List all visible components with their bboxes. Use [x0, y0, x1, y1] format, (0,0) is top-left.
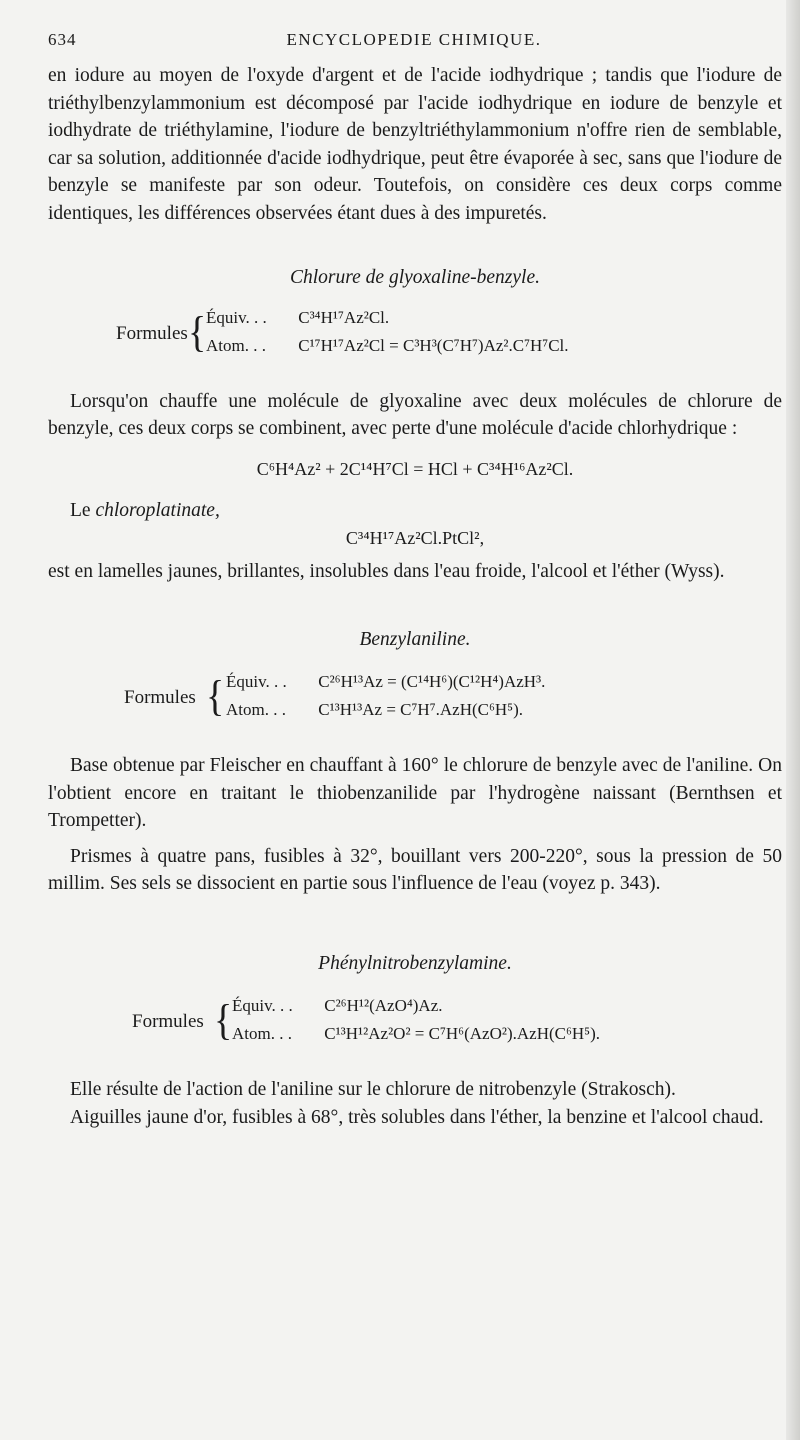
formula-equiv-row [226, 672, 545, 692]
formules-label: Formules [124, 686, 196, 708]
equiv-formula: C²⁶H¹³Az = (C¹⁴H⁶)(C¹²H⁴)AzH³. [318, 671, 546, 691]
atom-formula: C¹⁷H¹⁷Az²Cl = C³H³(C⁷H⁷)Az².C⁷H⁷Cl. [298, 335, 569, 355]
chloroplatinate-prefix: Le [70, 499, 96, 521]
paragraph-phenylnitrobenzylamine-origin: Elle résulte de l'action de l'aniline sur le chlorure de nitrobenzyle (Strakosch). [70, 1078, 676, 1100]
atom-label: Atom. . . [226, 699, 286, 719]
formula-atom-row [206, 336, 569, 356]
paragraph-benzylaniline-preparation: Base obtenue par Fleischer en chauffant à 160° le chlorure de benzyle avec de l'aniline. On l'obtient encore en traitant le thiobenzanilide par l'hydrogène naissant (Bernthsen et Trompetter). [48, 754, 782, 832]
formula-block-phenylnitrobenzylamine [48, 994, 782, 1052]
chloroplatinate-formula: C³⁴H¹⁷Az²Cl.PtCl², [345, 528, 485, 549]
left-brace: { [214, 995, 233, 1045]
equiv-label: Équiv. . . [232, 995, 293, 1015]
equiv-formula: C³⁴H¹⁷Az²Cl. [298, 307, 390, 327]
equiv-label: Équiv. . . [226, 671, 287, 691]
reaction-equation: C⁶H⁴Az² + 2C¹⁴H⁷Cl = HCl + C³⁴H¹⁶Az²Cl. [256, 458, 574, 479]
page-gutter-shadow [786, 0, 800, 1440]
atom-label: Atom. . . [206, 335, 266, 355]
atom-label: Atom. . . [232, 1023, 292, 1043]
formula-atom-row [232, 1024, 600, 1044]
atom-formula: C¹³H¹³Az = C⁷H⁷.AzH(C⁶H⁵). [318, 699, 524, 719]
formula-block-glyoxaline [48, 306, 782, 364]
left-brace: { [206, 671, 225, 721]
paragraph-chloroplatinate-properties: est en lamelles jaunes, brillantes, insolubles dans l'eau froide, l'alcool et l'éther (Wyss). [48, 561, 725, 583]
running-header [48, 30, 780, 56]
left-brace: { [188, 307, 207, 356]
equiv-formula: C²⁶H¹²(AzO⁴)Az. [324, 995, 443, 1015]
formules-label: Formules [132, 1010, 204, 1032]
formules-label: Formules [116, 322, 188, 344]
paragraph-phenylnitrobenzylamine-properties: Aiguilles jaune d'or, fusibles à 68°, très solubles dans l'éther, la benzine et l'alcool chaud. [70, 1106, 764, 1128]
intro-paragraph: en iodure au moyen de l'oxyde d'argent et de l'acide iodhydrique ; tandis que l'iodure de triéthylbenzylammonium est décomposé par l'acide iodhydrique en iodure de benzyle et iodhydrate de triéthylamine, l'iodure de benzyltriéthylammonium n'offre rien de semblable, car sa solution, additionnée d'acide iodhydrique, peut être évaporée à sec, sans que l'iodure de benzyle se manifeste par son odeur. Toutefois, on considère ces deux corps comme identiques, les différences observées étant dues à des impuretés. [48, 65, 782, 224]
section-title-benzylaniline: Benzylaniline. [359, 628, 471, 650]
paragraph-glyoxaline-reaction: Lorsqu'on chauffe une molécule de glyoxaline avec deux molécules de chlorure de benzyle, ces deux corps se combinent, avec perte d'une molécule d'acide chlorhydrique : [48, 390, 782, 440]
atom-formula: C¹³H¹²Az²O² = C⁷H⁶(AzO²).AzH(C⁶H⁵). [324, 1023, 601, 1043]
formula-equiv-row [206, 308, 389, 328]
equiv-label: Équiv. . . [206, 307, 267, 327]
paragraph-chloroplatinate [48, 497, 782, 525]
page-number: 634 [48, 30, 77, 49]
chloroplatinate-term: chloroplatinate, [95, 499, 220, 521]
formula-atom-row [226, 700, 523, 720]
formula-equiv-row [232, 996, 443, 1016]
section-title-phenylnitrobenzylamine: Phénylnitrobenzylamine. [318, 952, 512, 974]
page-body [48, 62, 782, 1131]
formula-block-benzylaniline [48, 670, 782, 728]
section-title-glyoxaline-benzyle: Chlorure de glyoxaline-benzyle. [290, 266, 540, 288]
paragraph-benzylaniline-properties: Prismes à quatre pans, fusibles à 32°, bouillant vers 200-220°, sous la pression de 50 millim. Ses sels se dissocient en partie sous l'influence de l'eau (voyez p. 343). [48, 845, 782, 895]
running-title: ENCYCLOPEDIE CHIMIQUE. [286, 30, 542, 49]
